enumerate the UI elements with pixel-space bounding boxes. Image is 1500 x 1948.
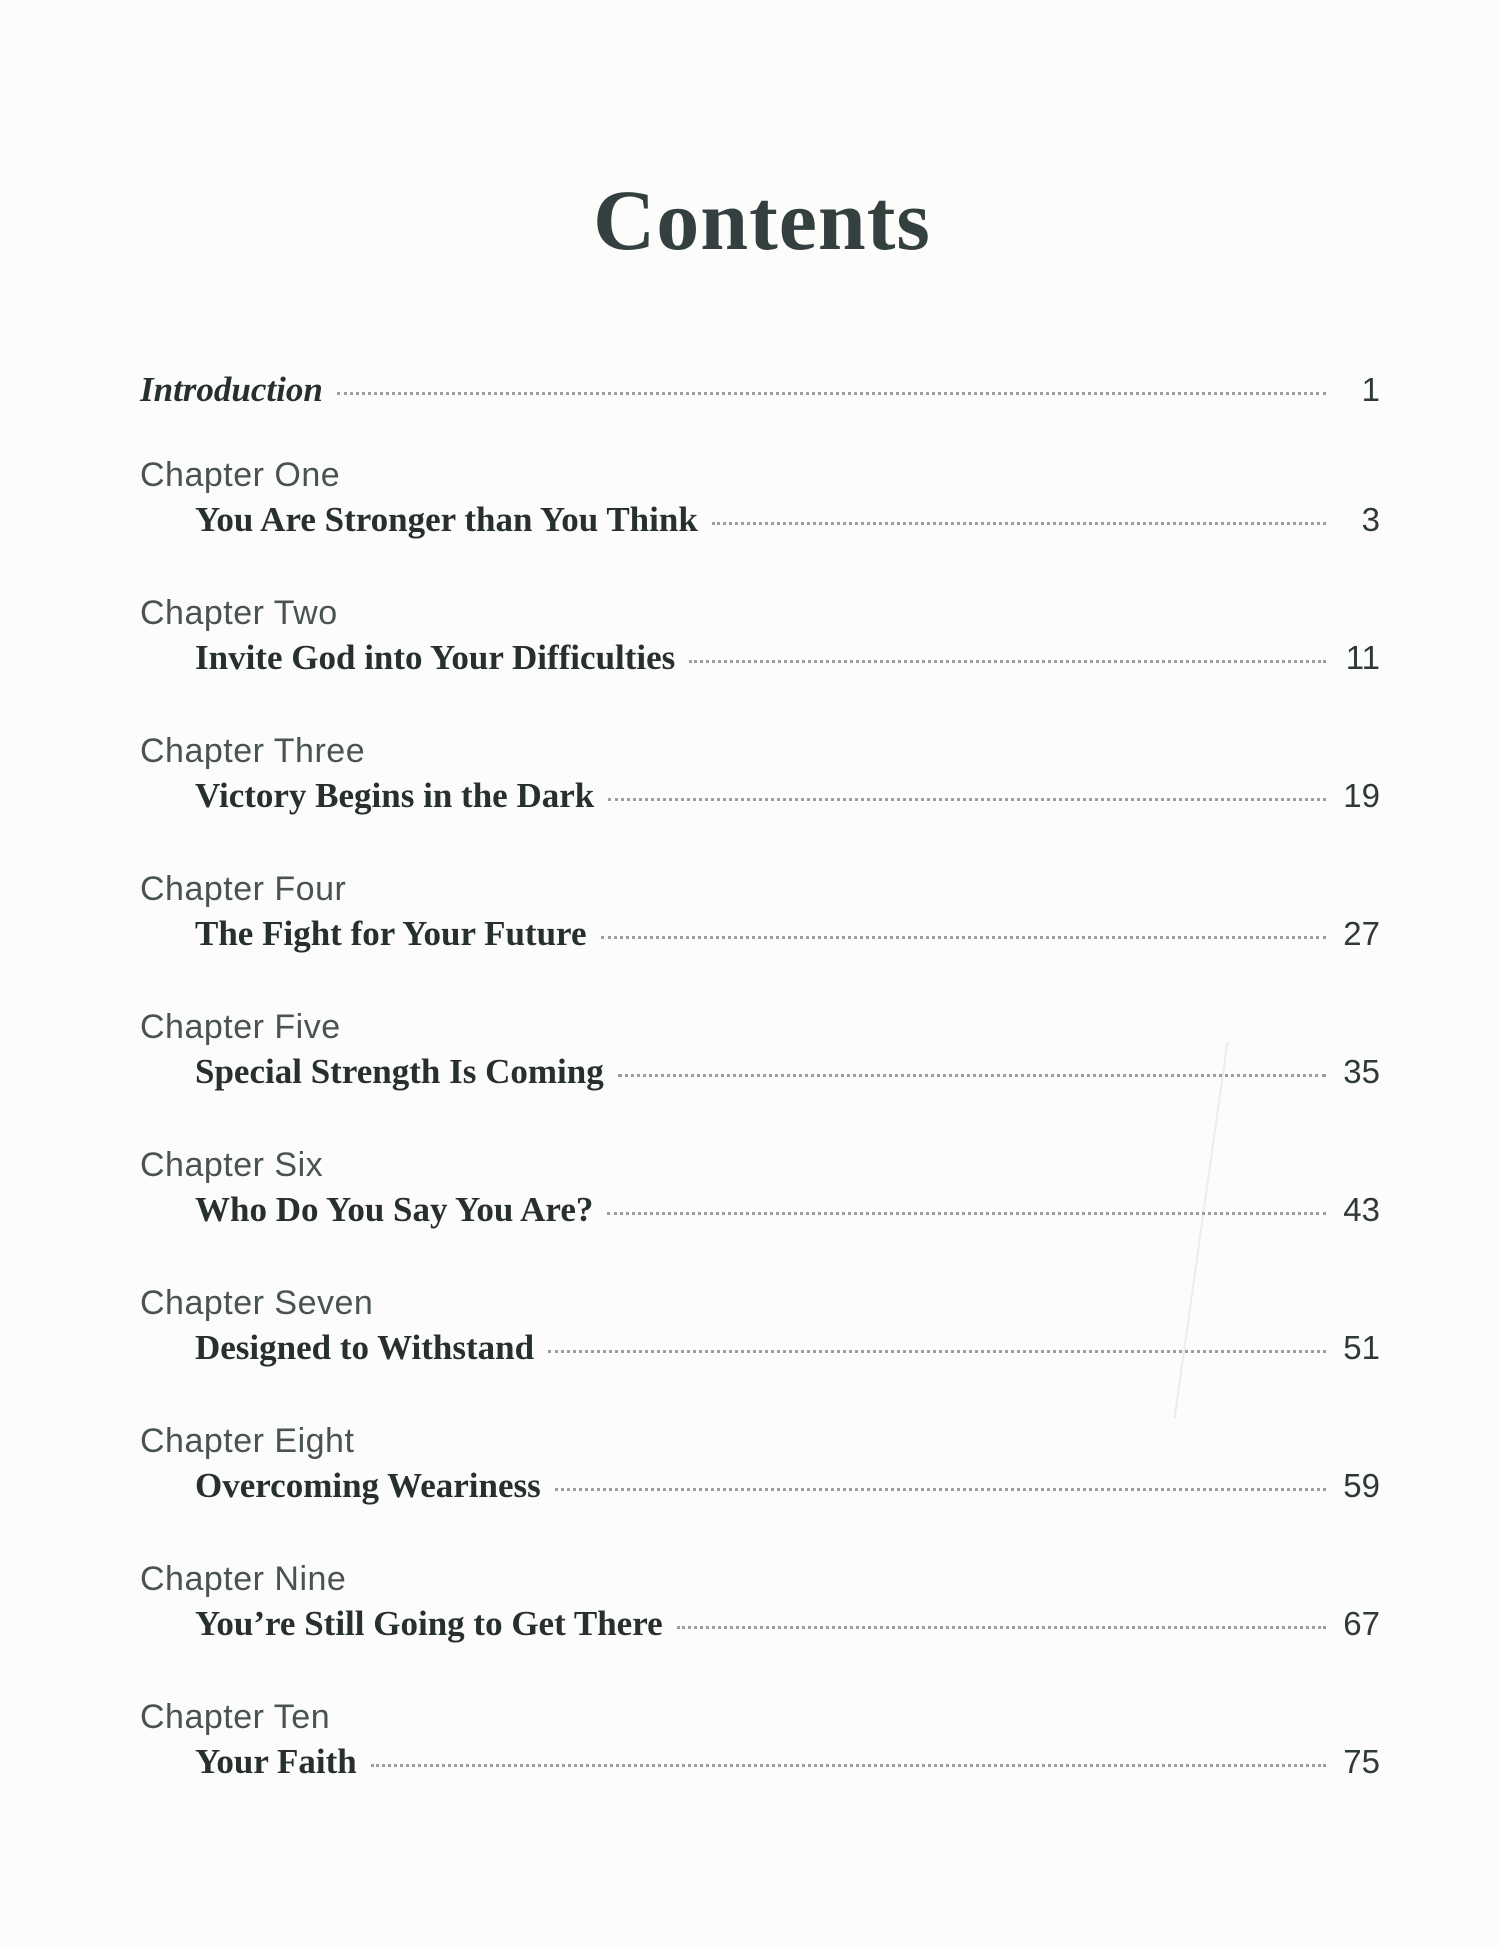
toc-entry[interactable] <box>140 1052 1380 1108</box>
toc-entry[interactable] <box>140 776 1380 832</box>
chapter-page-number: 51 <box>1343 1329 1380 1366</box>
chapter-title: Overcoming Weariness <box>195 1466 541 1505</box>
chapter-label: Chapter Nine <box>140 1560 347 1598</box>
chapter-label: Chapter Eight <box>140 1422 355 1460</box>
introduction-page-number: 1 <box>1361 371 1380 408</box>
table-of-contents <box>140 370 1380 1806</box>
toc-chapter <box>140 1002 1380 1116</box>
chapter-label: Chapter Four <box>140 870 347 908</box>
dot-leader <box>677 1626 1326 1629</box>
chapter-title: Victory Begins in the Dark <box>195 776 595 815</box>
chapter-title: Your Faith <box>195 1742 357 1781</box>
dot-leader <box>689 660 1326 663</box>
toc-entry[interactable] <box>140 1190 1380 1246</box>
chapter-page-number: 35 <box>1343 1053 1380 1090</box>
toc-chapter <box>140 588 1380 702</box>
chapter-title: Who Do You Say You Are? <box>195 1190 594 1229</box>
chapter-label: Chapter Five <box>140 1008 341 1046</box>
chapter-page-number: 19 <box>1343 777 1380 814</box>
chapter-title: Designed to Withstand <box>195 1328 535 1367</box>
chapter-label: Chapter Seven <box>140 1284 374 1322</box>
toc-chapter <box>140 1692 1380 1806</box>
dot-leader <box>337 392 1326 395</box>
dot-leader <box>618 1074 1326 1077</box>
dot-leader <box>712 522 1326 525</box>
toc-entry[interactable] <box>140 1328 1380 1384</box>
toc-entry[interactable] <box>140 914 1380 970</box>
chapter-title: The Fight for Your Future <box>195 914 587 953</box>
toc-chapter <box>140 1554 1380 1668</box>
chapter-label: Chapter Two <box>140 594 338 632</box>
chapter-page-number: 43 <box>1343 1191 1380 1228</box>
chapter-title: You Are Stronger than You Think <box>195 500 698 539</box>
dot-leader <box>608 798 1326 801</box>
page-title: Contents <box>593 172 931 268</box>
dot-leader <box>607 1212 1326 1215</box>
dot-leader <box>371 1764 1326 1767</box>
toc-entry[interactable] <box>140 638 1380 694</box>
chapter-label: Chapter Six <box>140 1146 324 1184</box>
chapter-page-number: 59 <box>1343 1467 1380 1504</box>
introduction-title: Introduction <box>140 370 323 409</box>
toc-entry-introduction[interactable] <box>140 370 1380 426</box>
chapter-label: Chapter One <box>140 456 341 494</box>
toc-chapter <box>140 864 1380 978</box>
chapter-page-number: 67 <box>1343 1605 1380 1642</box>
toc-chapter <box>140 1140 1380 1254</box>
chapter-page-number: 3 <box>1361 501 1380 538</box>
dot-leader <box>548 1350 1326 1353</box>
chapter-page-number: 75 <box>1343 1743 1380 1780</box>
dot-leader <box>555 1488 1326 1491</box>
toc-chapter <box>140 450 1380 564</box>
toc-entry[interactable] <box>140 1742 1380 1798</box>
chapter-title: Special Strength Is Coming <box>195 1052 604 1091</box>
toc-chapter <box>140 1278 1380 1392</box>
chapter-page-number: 27 <box>1343 915 1380 952</box>
chapter-page-number: 11 <box>1345 639 1380 676</box>
toc-entry[interactable] <box>140 500 1380 556</box>
dot-leader <box>601 936 1327 939</box>
toc-chapter <box>140 726 1380 840</box>
toc-entry[interactable] <box>140 1466 1380 1522</box>
toc-chapter <box>140 1416 1380 1530</box>
toc-entry[interactable] <box>140 1604 1380 1660</box>
chapter-title: You’re Still Going to Get There <box>195 1604 663 1643</box>
chapter-label: Chapter Ten <box>140 1698 331 1736</box>
chapter-title: Invite God into Your Difficulties <box>195 638 676 677</box>
chapter-label: Chapter Three <box>140 732 366 770</box>
